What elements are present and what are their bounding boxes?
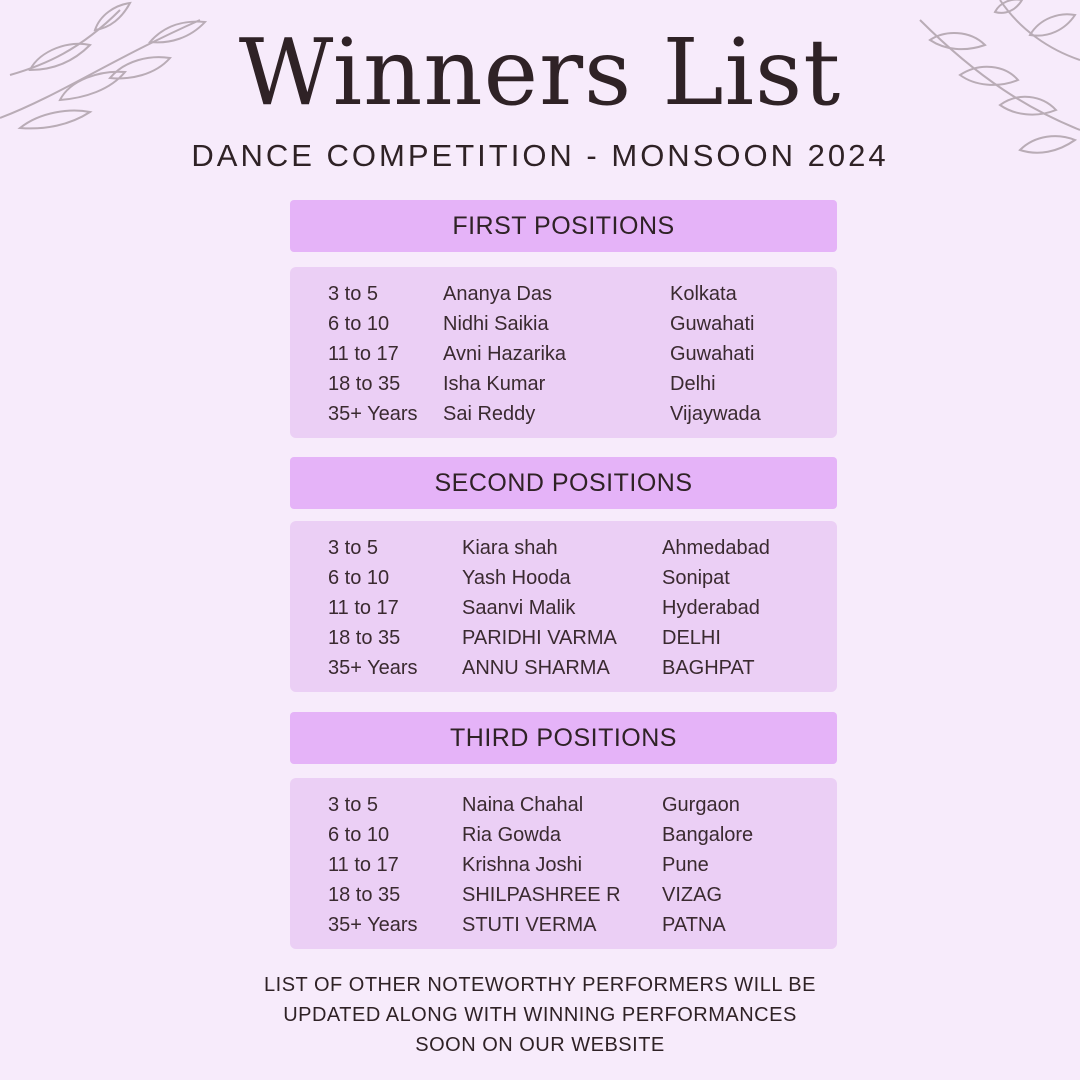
winner-name: Saanvi Malik: [462, 597, 576, 619]
winner-name: Nidhi Saikia: [443, 313, 549, 335]
winner-city: Sonipat: [662, 567, 730, 589]
result-row: [290, 790, 837, 820]
result-row: [290, 910, 837, 940]
footer-line: SOON ON OUR WEBSITE: [415, 1034, 665, 1056]
winner-name: Isha Kumar: [443, 373, 546, 395]
age-group: 18 to 35: [328, 884, 401, 906]
winner-city: Bangalore: [662, 824, 754, 846]
winner-name: STUTI VERMA: [462, 914, 597, 936]
age-group: 3 to 5: [328, 794, 379, 816]
winner-name: PARIDHI VARMA: [462, 627, 617, 649]
result-row: [290, 563, 837, 593]
footer-line: UPDATED ALONG WITH WINNING PERFORMANCES: [283, 1004, 797, 1026]
winner-name: Yash Hooda: [462, 567, 571, 589]
result-row: [290, 279, 837, 309]
result-row: [290, 880, 837, 910]
result-row: [290, 533, 837, 563]
result-row: [290, 369, 837, 399]
result-row: [290, 623, 837, 653]
page-subtitle: DANCE COMPETITION - MONSOON 2024: [191, 138, 889, 173]
winner-name: Krishna Joshi: [462, 854, 583, 876]
winner-city: Delhi: [670, 373, 716, 395]
footer-line: LIST OF OTHER NOTEWORTHY PERFORMERS WILL BE: [264, 974, 816, 996]
age-group: 11 to 17: [328, 343, 399, 365]
winner-name: Sai Reddy: [443, 403, 536, 425]
winner-city: Hyderabad: [662, 597, 760, 619]
age-group: 6 to 10: [328, 567, 390, 589]
age-group: 3 to 5: [328, 537, 379, 559]
age-group: 35+ Years: [328, 403, 418, 425]
age-group: 35+ Years: [328, 657, 418, 679]
age-group: 11 to 17: [328, 597, 399, 619]
page-title: Winners List: [238, 19, 842, 126]
results-panel-third: [290, 778, 837, 949]
result-row: [290, 850, 837, 880]
winner-name: Avni Hazarika: [443, 343, 567, 365]
age-group: 11 to 17: [328, 854, 399, 876]
result-row: [290, 653, 837, 683]
winner-city: VIZAG: [662, 884, 723, 906]
winner-city: Ahmedabad: [662, 537, 770, 559]
winner-city: Guwahati: [670, 313, 755, 335]
result-row: [290, 820, 837, 850]
age-group: 35+ Years: [328, 914, 418, 936]
age-group: 18 to 35: [328, 373, 401, 395]
winner-name: ANNU SHARMA: [462, 657, 610, 679]
age-group: 6 to 10: [328, 824, 390, 846]
results-panel-second: [290, 521, 837, 692]
results-panel-first: [290, 267, 837, 438]
winner-name: SHILPASHREE R: [462, 884, 621, 906]
section-heading-second: SECOND POSITIONS: [290, 457, 837, 509]
winner-name: Kiara shah: [462, 537, 558, 559]
section-heading-first: FIRST POSITIONS: [290, 200, 837, 252]
winner-name: Ananya Das: [443, 283, 552, 305]
winner-city: Gurgaon: [662, 794, 740, 816]
winner-name: Ria Gowda: [462, 824, 561, 846]
winner-city: Pune: [662, 854, 709, 876]
result-row: [290, 593, 837, 623]
age-group: 18 to 35: [328, 627, 401, 649]
result-row: [290, 309, 837, 339]
winner-name: Naina Chahal: [462, 794, 584, 816]
footer-note: [0, 970, 1080, 1060]
result-row: [290, 339, 837, 369]
winner-city: DELHI: [662, 627, 721, 649]
result-row: [290, 399, 837, 429]
winner-city: Guwahati: [670, 343, 755, 365]
winner-city: PATNA: [662, 914, 726, 936]
winner-city: Kolkata: [670, 283, 737, 305]
winner-city: Vijaywada: [670, 403, 761, 425]
section-heading-third: THIRD POSITIONS: [290, 712, 837, 764]
age-group: 6 to 10: [328, 313, 390, 335]
winner-city: BAGHPAT: [662, 657, 755, 679]
age-group: 3 to 5: [328, 283, 379, 305]
